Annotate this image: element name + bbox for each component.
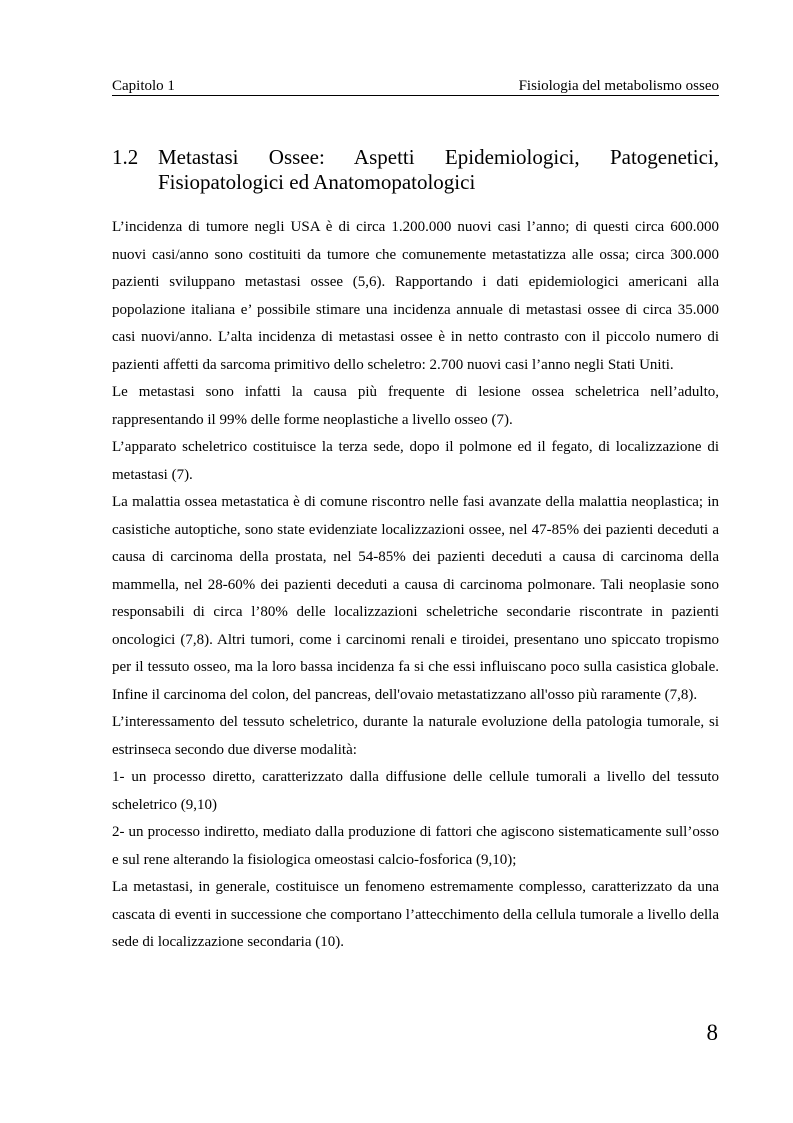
running-title: Fisiologia del metabolismo osseo — [518, 78, 719, 94]
body-text — [112, 214, 719, 957]
section-title: Metastasi Ossee: Aspetti Epidemiologici, Patogenetici, Fisiopatologici ed Anatomopatologici — [158, 145, 719, 194]
paragraph: La metastasi, in generale, costituisce un fenomeno estremamente complesso, caratterizzato da una cascata di eventi in successione che comportano l’attecchimento della cellula tumorale a livello della sede di localizzazione secondaria (10). — [112, 879, 719, 950]
section-heading — [112, 145, 719, 195]
paragraph: L’apparato scheletrico costituisce la terza sede, dopo il polmone ed il fegato, di localizzazione di metastasi (7). — [112, 439, 719, 483]
paragraph: Le metastasi sono infatti la causa più frequente di lesione ossea scheletrica nell’adulto, rappresentando il 99% delle forme neoplastiche a livello osseo (7). — [112, 384, 719, 428]
chapter-label: Capitolo 1 — [112, 78, 175, 94]
paragraph: 2- un processo indiretto, mediato dalla produzione di fattori che agiscono sistematicamente sull’osso e sul rene alterando la fisiologica omeostasi calcio-fosforica (9,10); — [112, 824, 719, 868]
paragraph: L’interessamento del tessuto scheletrico, durante la naturale evoluzione della patologia tumorale, si estrinseca secondo due diverse modalità: — [112, 714, 719, 758]
page-number: 8 — [706, 1020, 718, 1045]
section-number: 1.2 — [112, 145, 139, 169]
paragraph: La malattia ossea metastatica è di comune riscontro nelle fasi avanzate della malattia neoplastica; in casistiche autoptiche, sono state evidenziate localizzazioni ossee, nel 47-85% dei pazienti deceduti a causa di carcinoma della prostata, nel 54-85% dei pazienti deceduti a causa di carcinoma della mammella, nel 28-60% dei pazienti deceduti a causa di carcinoma polmonare. Tali neoplasie sono responsabili di circa l’80% delle localizzazioni scheletriche secondarie riscontrate in pazienti oncologici (7,8). Altri tumori, come i carcinomi renali e tiroidei, presentano uno spiccato tropismo per il tessuto osseo, ma la loro bassa incidenza fa si che essi influiscano poco sulla casistica globale. Infine il carcinoma del colon, del pancreas, dell'ovaio metastatizzano all'osso più raramente (7,8). — [112, 494, 719, 703]
paragraph: L’incidenza di tumore negli USA è di circa 1.200.000 nuovi casi l’anno; di questi circa 600.000 nuovi casi/anno sono costituiti da tumore che comunemente metastatizza alle ossa; circa 300.000 pazienti sviluppano metastasi ossee (5,6). Rapportando i dati epidemiologici americani alla popolazione italiana e’ possibile stimare una incidenza annuale di metastasi ossee di circa 35.000 casi nuovi/anno. L’alta incidenza di metastasi ossee è in netto contrasto con il piccolo numero di pazienti affetti da sarcoma primitivo dello scheletro: 2.700 nuovi casi l’anno negli Stati Uniti. — [112, 219, 719, 373]
running-header — [112, 77, 719, 96]
paragraph: 1- un processo diretto, caratterizzato dalla diffusione delle cellule tumorali a livello del tessuto scheletrico (9,10) — [112, 769, 719, 813]
